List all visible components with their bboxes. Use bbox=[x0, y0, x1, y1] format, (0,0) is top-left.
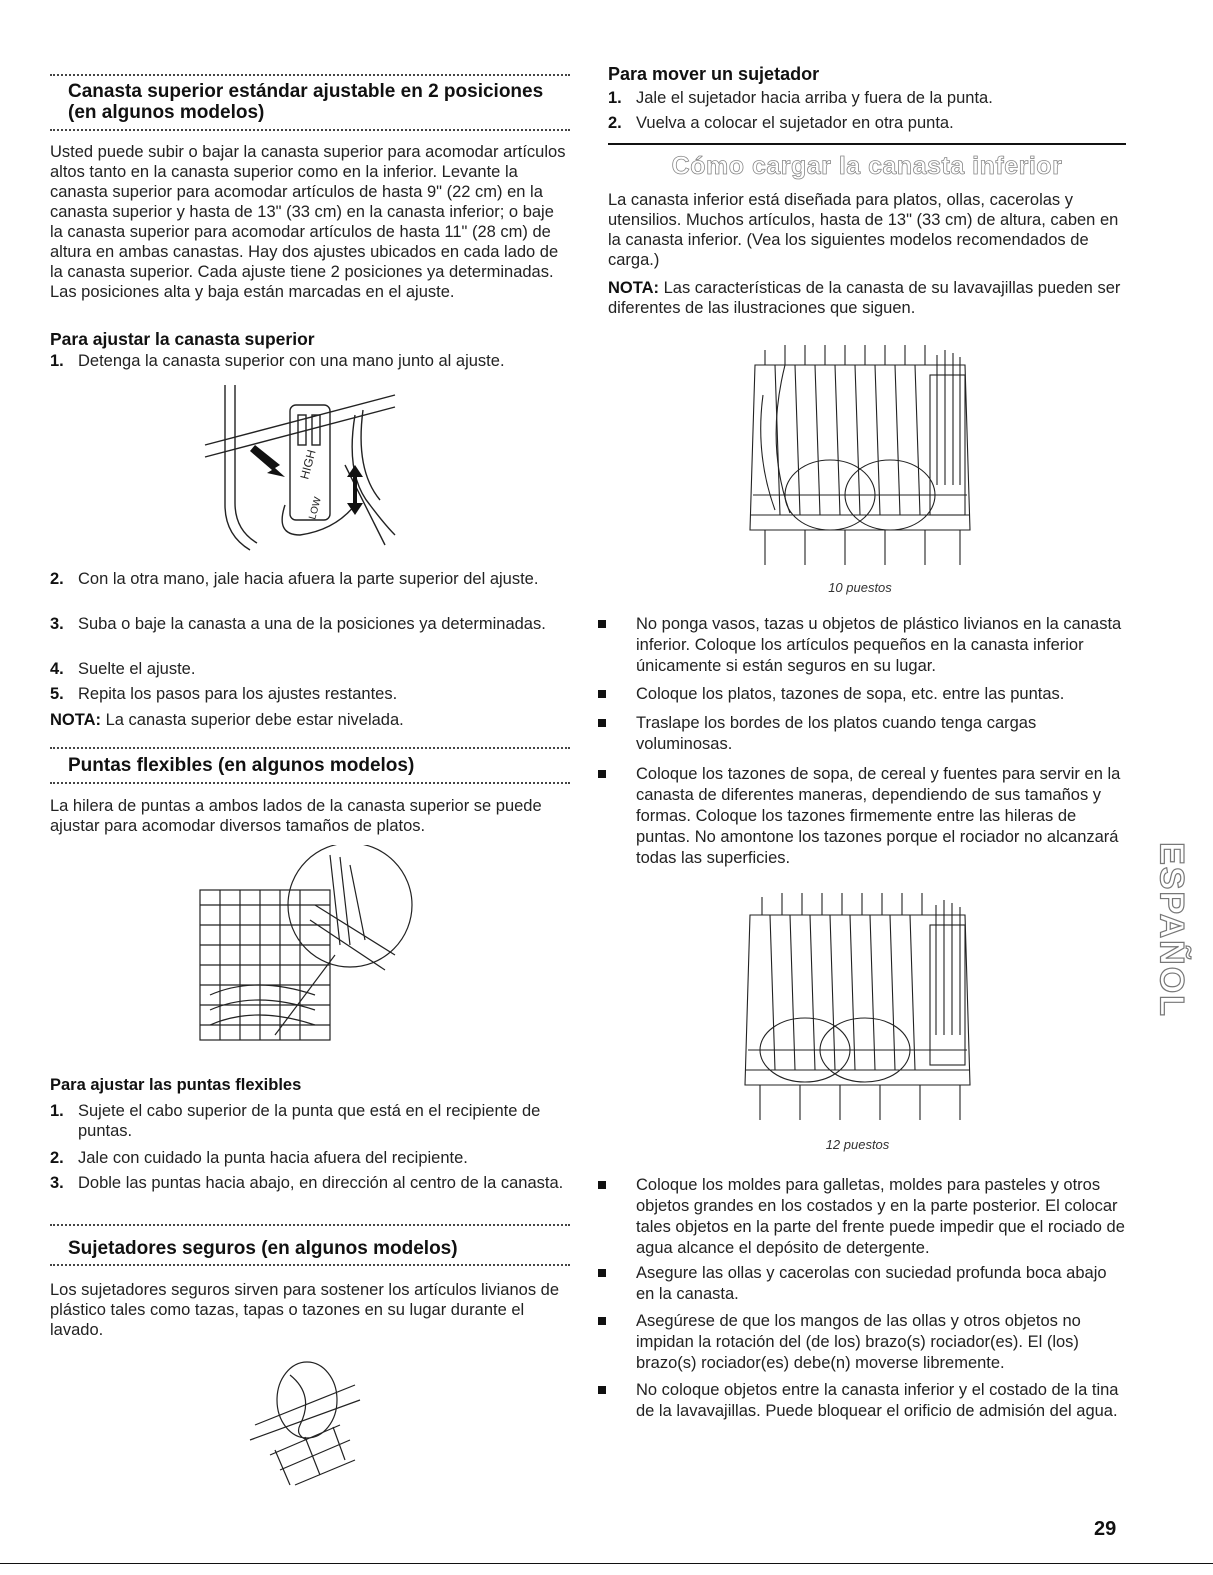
note-label: NOTA: bbox=[608, 279, 660, 297]
bullet-item bbox=[598, 713, 1126, 755]
bullet-item bbox=[598, 614, 1126, 678]
high-label: HIGH bbox=[297, 448, 319, 481]
bullet-text: Asegure las ollas y cacerolas con suciedad profunda boca abajo en la canasta. bbox=[636, 1264, 1107, 1303]
step-item bbox=[50, 614, 570, 656]
step-number: 2. bbox=[608, 114, 622, 132]
caption-12-puestos: 12 puestos bbox=[825, 1137, 890, 1152]
section-rule bbox=[50, 782, 570, 784]
step-number: 2. bbox=[50, 1149, 64, 1167]
bullet-marker bbox=[598, 620, 606, 628]
step-text: Suelte el ajuste. bbox=[78, 660, 196, 678]
step-text: Jale el sujetador hacia arriba y fuera de la punta. bbox=[636, 89, 993, 107]
subhead-ajustar-canasta: Para ajustar la canasta superior bbox=[50, 329, 315, 349]
caption-10-puestos: 10 puestos bbox=[828, 580, 892, 595]
lower-rack-12-place-illustration bbox=[740, 885, 975, 1130]
section-title-canasta-superior bbox=[68, 81, 568, 123]
note-text: La canasta superior debe estar nivelada. bbox=[105, 711, 404, 729]
footer-rule bbox=[0, 1563, 1213, 1564]
sujetadores-paragraph: Los sujetadores seguros sirven para sostener los artículos livianos de plástico tales como tazas, tapas o tazones en su lugar durante el lavado. bbox=[50, 1281, 560, 1339]
bullet-text: No ponga vasos, tazas u objetos de plástico livianos en la canasta inferior. Coloque los artículos pequeños en la canasta inferior únicamente si están seguros en su lugar. bbox=[636, 615, 1122, 675]
step-item bbox=[50, 1148, 570, 1170]
flexible-tines-illustration bbox=[195, 845, 415, 1055]
title-cargar-canasta-inferior: Cómo cargar la canasta inferior bbox=[671, 152, 1063, 180]
bullet-item bbox=[598, 1311, 1126, 1374]
bullet-text: Coloque los moldes para galletas, moldes para pasteles y otros objetos grandes en los costados y en la parte posterior. El colocar tales objetos en la parte del frente puede impedir que el rociado de agua alcance el depósito de detergente. bbox=[636, 1176, 1125, 1257]
step-item bbox=[50, 351, 570, 373]
note-text: Las características de la canasta de su lavavajillas pueden ser diferentes de las ilustraciones que siguen. bbox=[608, 279, 1121, 317]
adjuster-illustration bbox=[195, 385, 405, 560]
subhead-ajustar-puntas: Para ajustar las puntas flexibles bbox=[50, 1076, 302, 1094]
secure-clip-illustration bbox=[245, 1355, 365, 1490]
bullet-text: Coloque los platos, tazones de sopa, etc. entre las puntas. bbox=[636, 685, 1065, 703]
side-tab-label: ESPAÑOL bbox=[1152, 842, 1191, 1018]
title-line: Canasta superior estándar ajustable en 2 posiciones bbox=[68, 81, 544, 102]
bullet-text: No coloque objetos entre la canasta inferior y el costado de la tina de la lavavajillas. Puede bloquear el orificio de admisión del agua. bbox=[636, 1381, 1119, 1420]
step-number: 4. bbox=[50, 660, 64, 678]
step-item bbox=[608, 113, 1126, 135]
step-item bbox=[50, 569, 570, 611]
bullet-marker bbox=[598, 719, 606, 727]
note-line bbox=[50, 710, 570, 730]
language-side-tab bbox=[1148, 800, 1194, 1060]
step-number: 1. bbox=[50, 352, 64, 370]
puntas-paragraph: La hilera de puntas a ambos lados de la canasta superior se puede ajustar para acomodar diversos tamaños de platos. bbox=[50, 797, 542, 835]
step-text: Detenga la canasta superior con una mano junto al ajuste. bbox=[78, 352, 505, 370]
bullet-marker bbox=[598, 1317, 606, 1325]
section-rule bbox=[50, 74, 570, 76]
bullet-text: Asegúrese de que los mangos de las ollas y otros objetos no impidan la rotación del (de los) brazo(s) rociador(es). El (los) brazo(s) rociador(es) debe(n) moverse libremente. bbox=[636, 1312, 1081, 1372]
section-rule bbox=[50, 1264, 570, 1266]
step-number: 1. bbox=[608, 89, 622, 107]
step-number: 3. bbox=[50, 615, 64, 633]
bullet-item bbox=[598, 1175, 1126, 1259]
step-text: Jale con cuidado la punta hacia afuera del recipiente. bbox=[78, 1149, 468, 1167]
step-text: Repita los pasos para los ajustes restantes. bbox=[78, 685, 398, 703]
step-text: Vuelva a colocar el sujetador en otra punta. bbox=[636, 114, 954, 132]
intro-paragraph: Usted puede subir o bajar la canasta superior para acomodar artículos altos tanto en la canasta superior como en la inferior. Levante la canasta superior para acomodar artículos de hasta 9" (22 cm) en la canasta superior y hasta de 13" (33 cm) en la canasta inferior; o baje la canasta superior para acomodar artículos de hasta 11" (28 cm) de altura en ambas canastas. Hay dos ajustes ubicados en cada lado de la canasta superior. Cada ajuste tiene 2 posiciones ya determinadas. Las posiciones alta y baja están marcadas en el ajuste. bbox=[50, 143, 566, 301]
bullet-marker bbox=[598, 1386, 606, 1394]
step-text: Sujete el cabo superior de la punta que está en el recipiente de puntas. bbox=[78, 1102, 541, 1140]
section-rule bbox=[50, 747, 570, 749]
page-number: 29 bbox=[1094, 1518, 1117, 1540]
bullet-marker bbox=[598, 1269, 606, 1277]
step-item bbox=[50, 659, 570, 681]
step-number: 3. bbox=[50, 1174, 64, 1192]
step-text: Con la otra mano, jale hacia afuera la parte superior del ajuste. bbox=[78, 570, 539, 588]
bullet-item bbox=[598, 684, 1126, 706]
step-item bbox=[50, 684, 570, 706]
lower-rack-10-place-illustration bbox=[745, 335, 975, 575]
bullet-item bbox=[598, 1263, 1126, 1305]
step-number: 2. bbox=[50, 570, 64, 588]
step-number: 5. bbox=[50, 685, 64, 703]
step-item bbox=[50, 1173, 570, 1215]
section-title-sujetadores: Sujetadores seguros (en algunos modelos) bbox=[68, 1238, 458, 1259]
title-mover-sujetador: Para mover un sujetador bbox=[608, 64, 820, 84]
step-item bbox=[50, 1101, 570, 1143]
section-title-puntas-flexibles: Puntas flexibles (en algunos modelos) bbox=[68, 755, 415, 776]
section-rule bbox=[50, 129, 570, 131]
section-divider bbox=[608, 143, 1126, 145]
bullet-marker bbox=[598, 1181, 606, 1189]
step-text: Suba o baje la canasta a una de la posiciones ya determinadas. bbox=[78, 615, 546, 633]
section-rule bbox=[50, 1224, 570, 1226]
bullet-item bbox=[598, 1380, 1126, 1443]
bullet-text: Traslape los bordes de los platos cuando tenga cargas voluminosas. bbox=[636, 714, 1037, 753]
bullet-item bbox=[598, 764, 1126, 870]
canasta-inferior-paragraph: La canasta inferior está diseñada para platos, ollas, cacerolas y utensilios. Muchos artículos, hasta de 13" (33 cm) de altura, caben en la canasta inferior. (Vea los siguientes modelos recomendados de carga.) bbox=[608, 191, 1119, 269]
title-line: (en algunos modelos) bbox=[68, 102, 265, 123]
low-label: LOW bbox=[307, 495, 324, 521]
note-line bbox=[608, 278, 1126, 318]
bullet-marker bbox=[598, 770, 606, 778]
note-label: NOTA: bbox=[50, 711, 102, 729]
step-item bbox=[608, 88, 1126, 110]
step-number: 1. bbox=[50, 1102, 64, 1120]
bullet-marker bbox=[598, 690, 606, 698]
bullet-text: Coloque los tazones de sopa, de cereal y fuentes para servir en la canasta de diferentes maneras, dependiendo de sus tamaños y formas. Coloque los tazones firmemente entre las hileras de puntas. No amontone los tazones porque el rociador no alcanzará todas las superficies. bbox=[636, 765, 1121, 867]
step-text: Doble las puntas hacia abajo, en dirección al centro de la canasta. bbox=[78, 1174, 564, 1192]
